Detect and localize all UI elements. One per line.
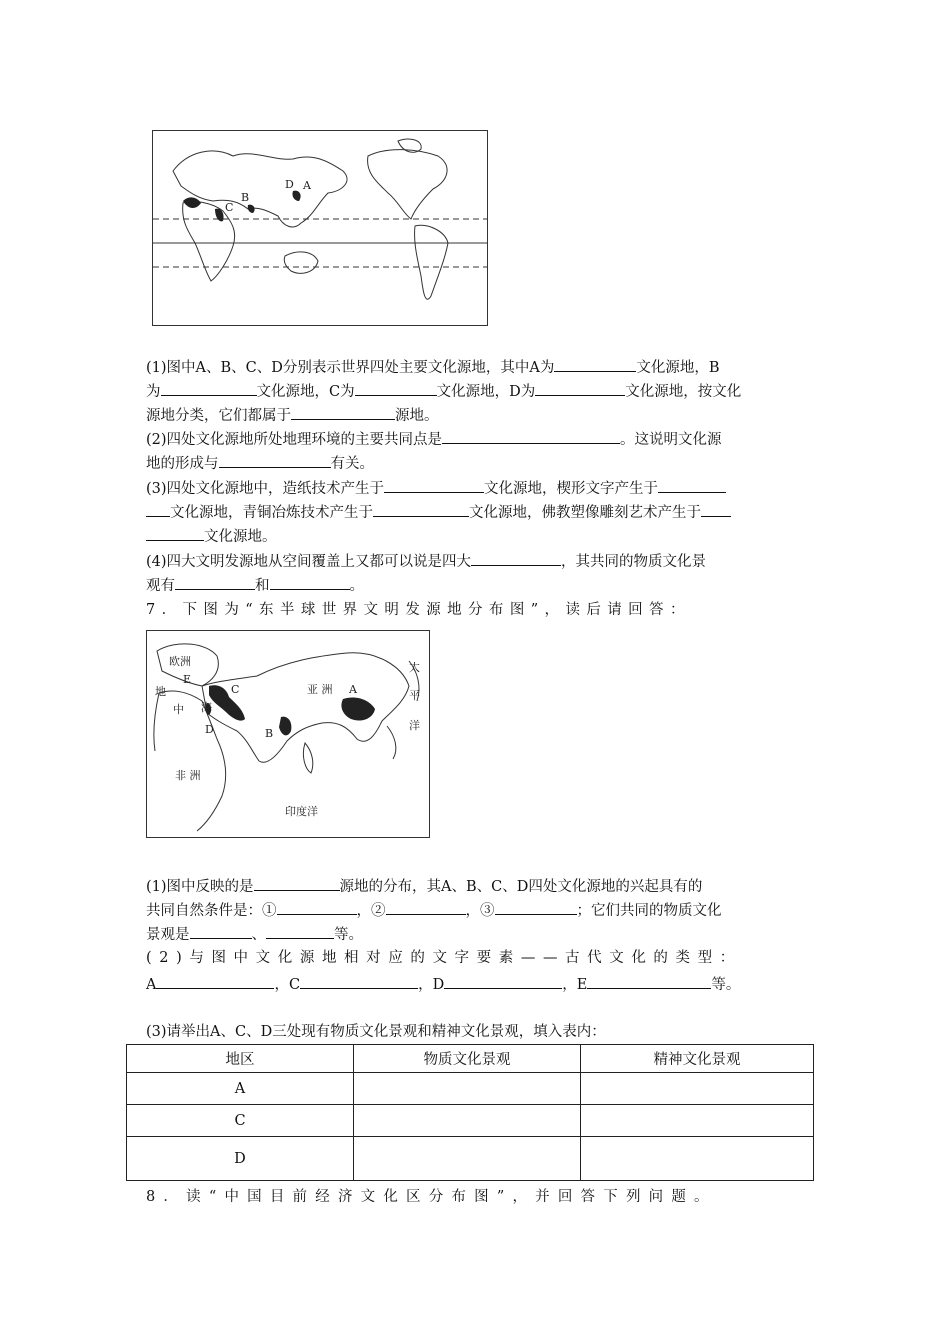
q7-p1-text-b: 源地的分布，其A、B、C、D四处文化源地的兴起具有的 xyxy=(339,879,703,895)
q6-p1-text-c: 为 xyxy=(146,384,161,400)
q7-p1-blank-c[interactable] xyxy=(386,899,466,915)
q6-p3-text-b: 文化源地，楔形文字产生于 xyxy=(484,481,659,497)
map2-label-med-2: 中 xyxy=(173,703,184,716)
q6-p3-blank-b2[interactable] xyxy=(146,501,170,517)
table-row xyxy=(127,1073,814,1105)
q7-part1-line1 xyxy=(146,875,702,897)
world-map-drawing xyxy=(153,131,487,325)
q6-p1-text-g: 源地分类，它们都属于 xyxy=(146,408,291,424)
q6-p1-blank-a[interactable] xyxy=(554,356,636,372)
table-cell-material-c[interactable] xyxy=(354,1105,581,1137)
q6-p3-text-e: 文化源地。 xyxy=(204,529,277,545)
q6-p4-text-a: (4)四大文明发源地从空间覆盖上又都可以说是四大 xyxy=(146,554,472,570)
q6-part3-line2 xyxy=(146,501,731,523)
map2-label-europe: 欧洲 xyxy=(169,655,191,668)
q6-p1-text-e: 文化源地，D为 xyxy=(436,384,536,400)
table-cell-region-a: A xyxy=(127,1073,354,1105)
eastern-hemisphere-drawing xyxy=(147,631,429,837)
q7-p2-blank-a[interactable] xyxy=(156,973,274,989)
q6-p4-blank-b[interactable] xyxy=(175,574,255,590)
q6-p1-blank-d[interactable] xyxy=(535,380,625,396)
q7-part2-line2 xyxy=(146,973,740,995)
table-cell-region-c: C xyxy=(127,1105,354,1137)
q6-p3-blank-c[interactable] xyxy=(373,501,469,517)
table-header-row xyxy=(127,1045,814,1073)
q7-p1-text-d: ，② xyxy=(356,903,386,919)
map2-label-a: A xyxy=(349,683,357,696)
q7-p1-blank-f[interactable] xyxy=(266,923,334,939)
q7-p1-text-c: 共同自然条件是：① xyxy=(146,903,277,919)
table-cell-material-d[interactable] xyxy=(354,1137,581,1181)
map2-label-pacific-1: 太 xyxy=(409,661,420,674)
q8-title: 8．读“中国目前经济文化区分布图”，并回答下列问题。 xyxy=(146,1189,717,1205)
q6-p1-blank-b[interactable] xyxy=(161,380,257,396)
q6-p1-text-a: (1)图中A、B、C、D分别表示世界四处主要文化源地，其中A为 xyxy=(146,360,555,376)
q7-p2-text-f: 等。 xyxy=(711,977,741,993)
q6-part1-line2 xyxy=(146,380,741,402)
table-cell-spiritual-a[interactable] xyxy=(581,1073,814,1105)
q7-p1-blank-e[interactable] xyxy=(190,923,252,939)
q6-p2-blank-a[interactable] xyxy=(442,428,620,444)
map2-label-med-3: 海 xyxy=(201,701,212,714)
eastern-hemisphere-civilization-map xyxy=(146,630,430,838)
q7-p2-text-e: ，E xyxy=(562,977,588,993)
table-row xyxy=(127,1105,814,1137)
q7-p2-text-a: A xyxy=(146,977,157,993)
landscape-answer-table xyxy=(126,1044,814,1181)
q7-p2-text-d: ，D xyxy=(418,977,445,993)
map2-label-africa: 非 洲 xyxy=(175,769,201,782)
q7-p1-blank-a[interactable] xyxy=(254,875,340,891)
q7-p1-text-i: 等。 xyxy=(334,927,363,943)
q6-part3-line3 xyxy=(146,525,277,547)
q6-p4-text-c: 观有 xyxy=(146,578,175,594)
q7-part1-line2 xyxy=(146,899,722,921)
q6-p3-text-a: (3)四处文化源地中，造纸技术产生于 xyxy=(146,481,385,497)
map2-label-d: D xyxy=(205,723,214,736)
q6-p3-text-d: 文化源地，佛教塑像雕刻艺术产生于 xyxy=(469,505,701,521)
q7-title: 7．下图为“东半球世界文明发源地分布图”，读后请回答： xyxy=(146,602,691,618)
q6-part1-line1 xyxy=(146,356,720,378)
world-culture-origin-map xyxy=(152,130,488,326)
q6-p4-blank-c[interactable] xyxy=(270,574,350,590)
q7-p2-blank-e[interactable] xyxy=(587,973,711,989)
q6-p2-text-b: 。这说明文化源 xyxy=(620,432,722,448)
q7-p2-blank-d[interactable] xyxy=(444,973,562,989)
q6-p3-blank-d2[interactable] xyxy=(146,525,204,541)
q6-p4-text-d: 和 xyxy=(255,578,270,594)
q6-p2-text-a: (2)四处文化源地所处地理环境的主要共同点是 xyxy=(146,432,443,448)
map2-label-e: E xyxy=(183,673,192,686)
table-header-material: 物质文化景观 xyxy=(354,1045,581,1073)
q7-p1-text-a: (1)图中反映的是 xyxy=(146,879,254,895)
q6-p1-text-b: 文化源地，B xyxy=(636,360,720,376)
map1-label-d: D xyxy=(285,178,294,191)
q6-p3-blank-b1[interactable] xyxy=(658,477,726,493)
q6-p4-blank-a[interactable] xyxy=(471,550,561,566)
q6-p2-text-c: 地的形成与 xyxy=(146,456,219,472)
map1-label-a: A xyxy=(303,179,311,192)
q6-p3-blank-d1[interactable] xyxy=(701,501,731,517)
map2-label-indian-ocean: 印度洋 xyxy=(285,805,318,818)
q6-p1-blank-e[interactable] xyxy=(291,404,395,420)
q6-part2-line2 xyxy=(146,452,374,474)
q6-p3-text-c: 文化源地，青铜冶炼技术产生于 xyxy=(170,505,373,521)
table-header-spiritual: 精神文化景观 xyxy=(581,1045,814,1073)
map2-label-asia: 亚 洲 xyxy=(307,683,333,696)
q6-p3-blank-a[interactable] xyxy=(384,477,484,493)
q6-p4-text-b: ，其共同的物质文化景 xyxy=(561,554,707,570)
q6-p1-text-h: 源地。 xyxy=(395,408,439,424)
table-cell-spiritual-c[interactable] xyxy=(581,1105,814,1137)
q6-part1-line3 xyxy=(146,404,439,426)
q7-p1-blank-b[interactable] xyxy=(277,899,357,915)
q6-p2-text-d: 有关。 xyxy=(330,456,374,472)
q6-p2-blank-b[interactable] xyxy=(219,452,331,468)
map2-label-c: C xyxy=(231,683,240,696)
q6-part4-line1 xyxy=(146,550,706,572)
map2-label-b: B xyxy=(265,727,274,740)
table-header-region: 地区 xyxy=(127,1045,354,1073)
q6-p1-text-f: 文化源地，按文化 xyxy=(625,384,742,400)
map1-label-b: B xyxy=(241,191,250,204)
q6-part4-line2 xyxy=(146,574,364,596)
q7-p1-text-h: 、 xyxy=(251,927,266,943)
q7-p2-blank-c[interactable] xyxy=(300,973,418,989)
table-cell-region-d: D xyxy=(127,1137,354,1181)
q7-part2-line1: (2)与图中文化源地相对应的文字要素——古代文化的类型： xyxy=(146,950,742,966)
q6-p4-text-e: 。 xyxy=(349,578,364,594)
q7-p1-blank-d[interactable] xyxy=(495,899,577,915)
q6-p1-text-d: 文化源地，C为 xyxy=(256,384,355,400)
q7-p2-text-c: ，C xyxy=(274,977,301,993)
q6-p1-blank-c[interactable] xyxy=(355,380,437,396)
table-cell-material-a[interactable] xyxy=(354,1073,581,1105)
map2-label-med-1: 地 xyxy=(155,685,166,698)
q7-p1-text-e: ，③ xyxy=(465,903,495,919)
q7-part1-line3 xyxy=(146,923,363,945)
q6-part2-line1 xyxy=(146,428,722,450)
q6-part3-line1 xyxy=(146,477,726,499)
q7-p1-text-g: 景观是 xyxy=(146,927,190,943)
q7-p1-text-f: ；它们共同的物质文化 xyxy=(576,903,722,919)
map2-label-pacific-2: 平 xyxy=(409,689,420,702)
q7-part3-line1: (3)请举出A、C、D三处现有物质文化景观和精神文化景观，填入表内： xyxy=(146,1024,606,1040)
map2-label-pacific-3: 洋 xyxy=(409,719,420,732)
table-row xyxy=(127,1137,814,1181)
table-cell-spiritual-d[interactable] xyxy=(581,1137,814,1181)
map1-label-c: C xyxy=(225,201,234,214)
